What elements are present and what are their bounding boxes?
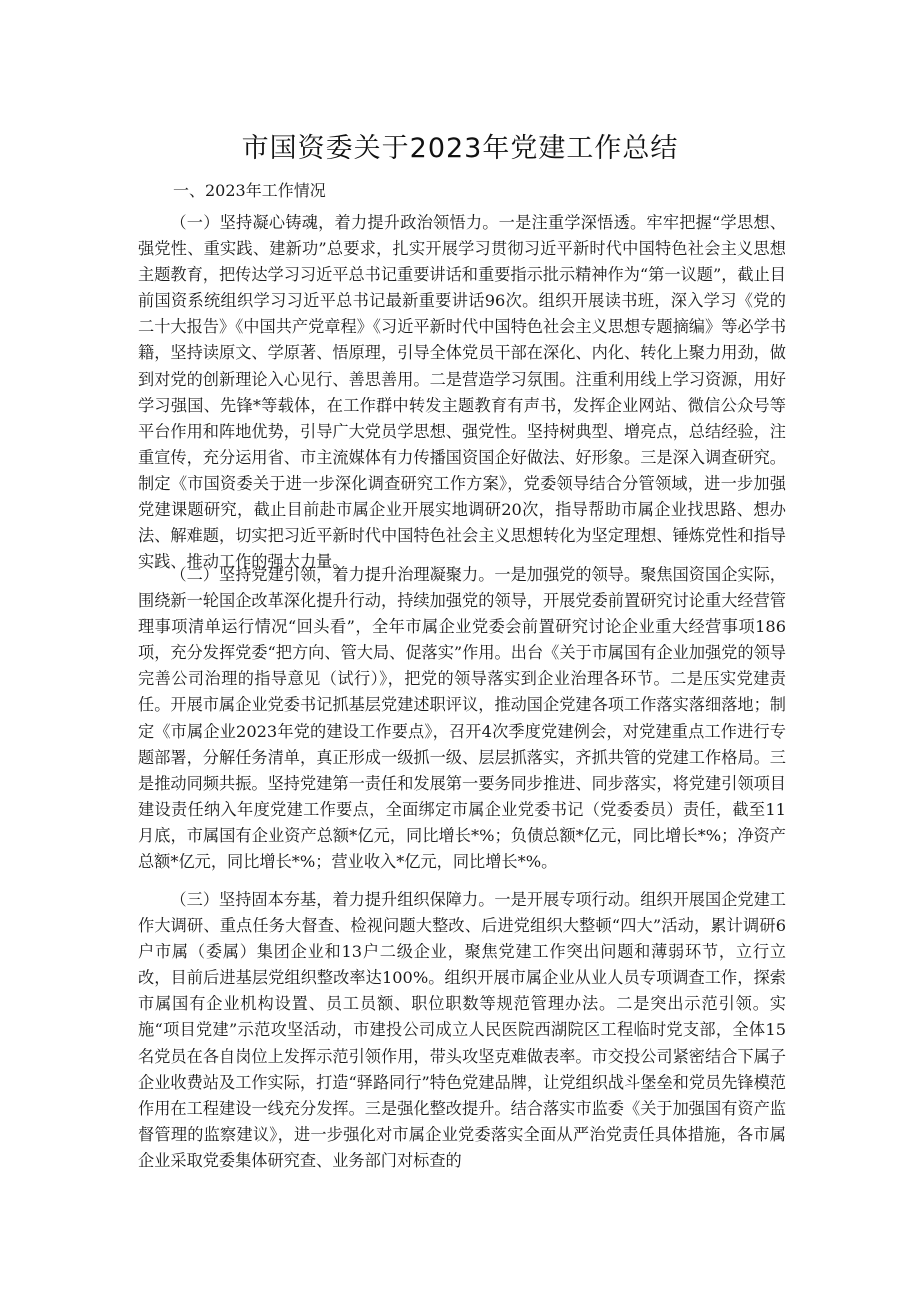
section-heading: 一、2023年工作情况 [173,181,326,200]
paragraph-2: （二）坚持党建引领，着力提升治理凝聚力。一是加强党的领导。聚焦国资国企实际，围绕新一轮国企改革深化提升行动，持续加强党的领导，开展党委前置研究讨论重大经营管理事项清单运行情况“回头看”，全年市属企业党委会前置研究讨论企业重大经营事项186项，充分发挥党委“把方向、管大局、促落实”作用。出台《关于市属国有企业加强党的领导完善公司治理的指导意见（试行）》，把党的领导落实到企业治理各环节。二是压实党建责任。开展市属企业党委书记抓基层党建述职评议，推动国企党建各项工作落实落细落地；制定《市属企业2023年党的建设工作要点》，召开4次季度党建例会，对党建重点工作进行专题部署，分解任务清单，真正形成一级抓一级、层层抓落实，齐抓共管的党建工作格局。三是推动同频共振。坚持党建第一责任和发展第一要务同步推进、同步落实，将党建引领项目建设责任纳入年度党建工作要点，全面绑定市属企业党委书记（党委委员）责任，截至11月底，市属国有企业资产总额*亿元，同比增长*%；负债总额*亿元，同比增长*%；净资产总额*亿元，同比增长*%；营业收入*亿元，同比增长*%。 [138,565,786,872]
paragraph-1: （一）坚持凝心铸魂，着力提升政治领悟力。一是注重学深悟透。牢牢把握“学思想、强党性、重实践、建新功”总要求，扎实开展学习贯彻习近平新时代中国特色社会主义思想主题教育，把传达学习习近平总书记重要讲话和重要指示批示精神作为“第一议题”，截止目前国资系统组织学习习近平总书记最新重要讲话96次。组织开展读书班，深入学习《党的二十大报告》《中国共产党章程》《习近平新时代中国特色社会主义思想专题摘编》等必学书籍，坚持读原文、学原著、悟原理，引导全体党员干部在深化、内化、转化上聚力用劲，做到对党的创新理论入心见行、善思善用。二是营造学习氛围。注重利用线上学习资源，用好学习强国、先锋*等载体，在工作群中转发主题教育有声书，发挥企业网站、微信公众号等平台作用和阵地优势，引导广大党员学思想、强党性。坚持树典型、增亮点，总结经验，注重宣传，充分运用省、市主流媒体有力传播国资国企好做法、好形象。三是深入调查研究。制定《市国资委关于进一步深化调查研究工作方案》，党委领导结合分管领域，进一步加强党建课题研究，截止目前赴市属企业开展实地调研20次，指导帮助市属企业找思路、想办法、解难题，切实把习近平新时代中国特色社会主义思想转化为坚定理想、锤炼党性和指导实践、推动工作的强大力量。 [138,213,786,572]
paragraph-3: （三）坚持固本夯基，着力提升组织保障力。一是开展专项行动。组织开展国企党建工作大调研、重点任务大督查、检视问题大整改、后进党组织大整顿“四大”活动，累计调研6户市属（委属）集团企业和13户二级企业，聚焦党建工作突出问题和薄弱环节，立行立改，目前后进基层党组织整改率达100%。组织开展市属企业从业人员专项调查工作，探索市属国有企业机构设置、员工员额、职位职数等规范管理办法。二是突出示范引领。实施“项目党建”示范攻坚活动，市建投公司成立人民医院西湖院区工程临时党支部，全体15名党员在各自岗位上发挥示范引领作用，带头攻坚克难做表率。市交投公司紧密结合下属子企业收费站及工作实际，打造“驿路同行”特色党建品牌，让党组织战斗堡垒和党员先锋模范作用在工程建设一线充分发挥。三是强化整改提升。结合落实市监委《关于加强国有资产监督管理的监察建议》，进一步强化对市属企业党委落实全面从严治党责任具体措施，各市属企业采取党委集体研究查、业务部门对标查的 [138,890,786,1170]
document-title: 市国资委关于2023年党建工作总结 [241,133,679,164]
